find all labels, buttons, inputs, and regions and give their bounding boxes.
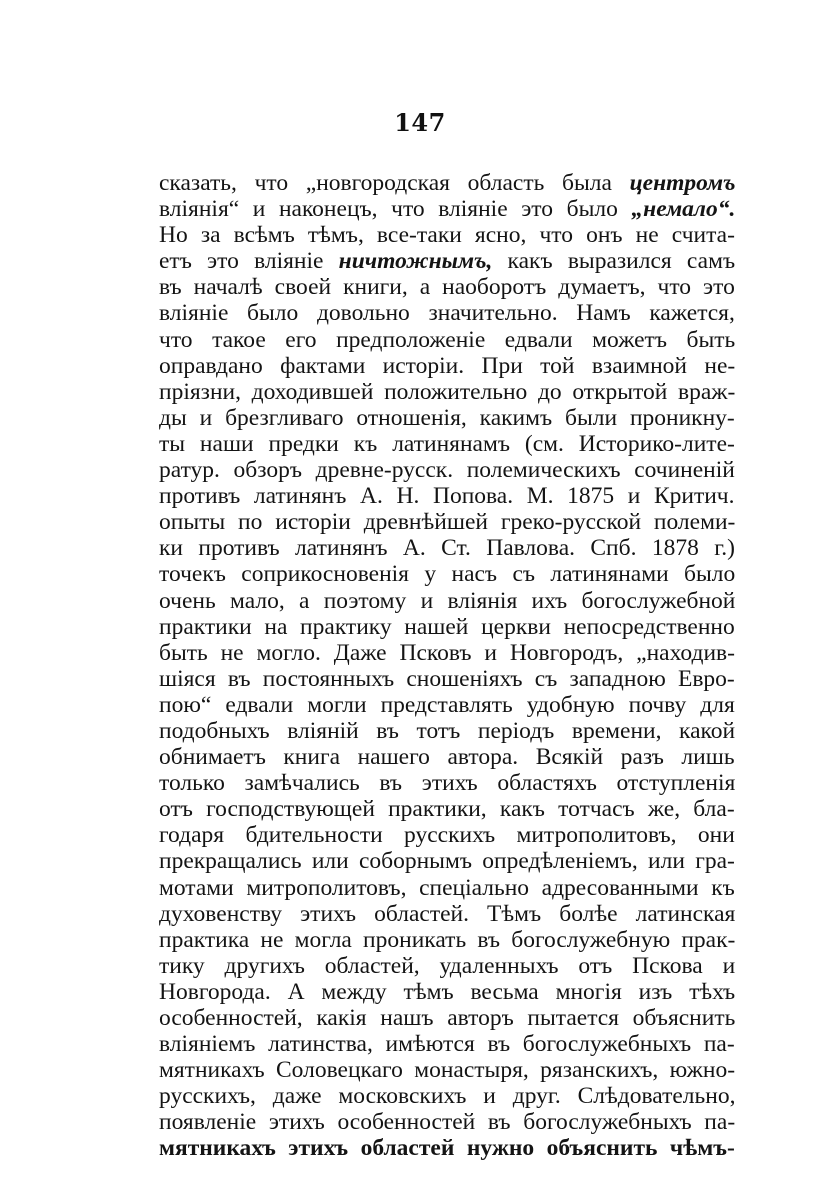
text-run: какъ выразился самъ [492,248,736,275]
text-run: въ началѣ своей книги, а наоборотъ думаетъ, что это [159,274,735,301]
text-run: духовенству этихъ областей. Тѣмъ болѣе латинская [159,900,736,927]
text-run: особенностей, какія нашъ авторъ пытается объяснить [159,1005,736,1031]
text-line [159,953,735,979]
text-run: годаря бдительности русскихъ митрополитовъ, они [159,822,735,849]
text-line [159,666,735,692]
text-run: очень мало, а поэтому и вліянія ихъ богослужебной [159,587,736,614]
text-run: оправдано фактами исторіи. При той взаимной не- [159,352,736,379]
text-run: вліяніе было довольно значительно. Намъ кажется, [159,300,735,327]
text-run: опыты по исторіи древнѣйшей греко-русской полеми- [159,509,736,536]
text-run: пріязни, доходившей положительно до открытой враж- [159,378,736,405]
text-line [159,1135,735,1161]
text-run: быть не могло. Даже Псковъ и Новгородъ, „находив- [159,639,735,666]
text-line [159,1083,735,1109]
text-run: точекъ соприкосновенія у насъ съ латинянами было [159,561,736,588]
emphasized-text: центромъ [629,170,736,196]
text-run: ки противъ латинянъ А. Ст. Павлова. Спб. 1878 г.) [159,535,735,562]
text-run: вліянія“ и наконецъ, что вліяніе это было [159,196,632,223]
text-line [159,431,735,457]
text-run: етъ это вліяніе [159,248,339,275]
text-line [159,327,735,353]
text-run: появленіе этихъ особенностей въ богослужебныхъ па- [159,1109,736,1136]
text-run: сказать, что „новгородская область была [159,170,630,196]
text-run: Но за всѣмъ тѣмъ, все-таки ясно, что онъ не счита- [159,222,735,249]
text-run: Новгорода. А между тѣмъ весьма многія изъ тѣхъ [159,978,736,1005]
text-line [159,170,735,196]
text-line [159,222,735,248]
text-run: что такое его предположеніе едвали можетъ быть [159,326,736,353]
text-line [159,927,735,953]
text-line [159,901,735,927]
text-line [159,588,735,614]
text-line [159,1005,735,1031]
text-line [159,405,735,431]
text-run: русскихъ, даже московскихъ и друг. Слѣдовательно, [159,1083,736,1110]
text-line [159,300,735,326]
text-run: ратур. обзоръ древне-русск. полемическихъ сочиненій [159,457,735,484]
text-line [159,770,735,796]
emphasized-text: „немало“. [631,196,736,223]
text-line [159,875,735,901]
text-line [159,379,735,405]
text-line [159,353,735,379]
text-line [159,640,735,666]
text-line [159,744,735,770]
text-run: мятникахъ Соловецкаго монастыря, рязанскихъ, южно- [159,1057,736,1084]
text-line [159,979,735,1005]
text-line [159,248,735,274]
text-run: отъ господствующей практики, какъ тотчасъ же, бла- [159,796,735,823]
text-line [159,1057,735,1083]
text-line [159,718,735,744]
text-run: практика не могла проникать въ богослужебную прак- [159,926,736,953]
text-run: шіяся въ постоянныхъ сношеніяхъ съ западною Евро- [159,665,735,692]
text-run: практики на практику нашей церкви непосредственно [159,613,735,640]
text-line [159,1109,735,1135]
text-line [159,1031,735,1057]
body-text [159,170,735,1162]
text-line [159,196,735,222]
emphasized-text: ничтожнымъ, [338,248,493,275]
page-number: 147 [394,108,446,137]
text-line [159,796,735,822]
text-run: прекращались или соборнымъ опредѣленіемъ, или гра- [159,848,735,875]
text-line [159,614,735,640]
text-line [159,692,735,718]
text-run: мятникахъ этихъ областей нужно объяснить чѣмъ- [159,1135,735,1162]
text-line [159,535,735,561]
text-run: ты наши предки къ латинянамъ (см. Историко-лите- [159,430,735,457]
text-run: только замѣчались въ этихъ областяхъ отступленія [159,770,736,797]
text-run: противъ латинянъ А. Н. Попова. М. 1875 и Критич. [159,483,735,510]
text-line [159,483,735,509]
text-run: подобныхъ вліяній въ тотъ періодъ времени, какой [159,717,736,744]
text-run: пою“ едвали могли представлять удобную почву для [159,691,735,718]
text-line [159,561,735,587]
text-run: обнимаетъ книга нашего автора. Всякій разъ лишь [159,744,735,771]
text-run: тику другихъ областей, удаленныхъ отъ Пскова и [159,952,736,979]
text-line [159,822,735,848]
text-line [159,509,735,535]
text-line [159,274,735,300]
text-run: вліяніемъ латинства, имѣются въ богослужебныхъ па- [159,1031,735,1058]
text-line [159,457,735,483]
text-line [159,848,735,874]
text-run: мотами митрополитовъ, спеціально адресованными къ [159,874,735,901]
text-run: ды и брезгливаго отношенія, какимъ были проникну- [159,404,735,431]
